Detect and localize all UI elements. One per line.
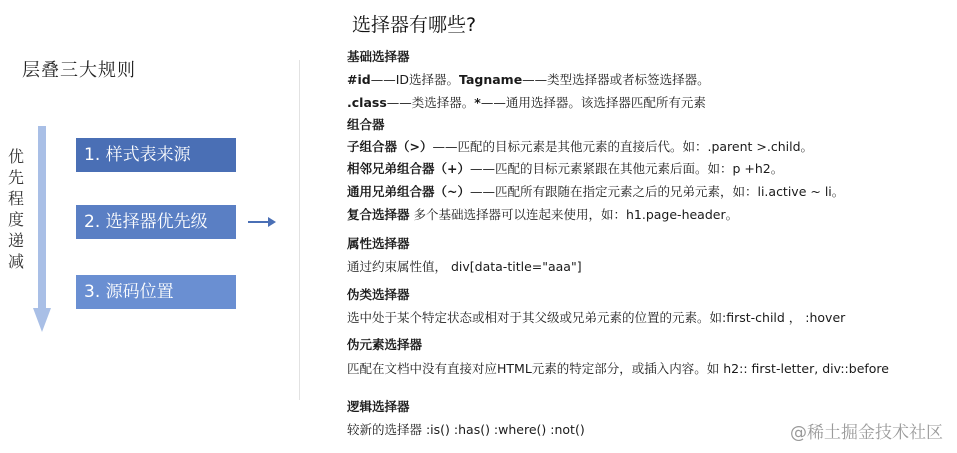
compound-selector-label: 复合选择器: [347, 207, 410, 222]
rule-stylesheet-source: 1. 样式表来源: [76, 138, 236, 172]
child-combinator-desc: ——匹配的目标元素是其他元素的直接后代。如：.parent >.child。: [432, 139, 814, 154]
attribute-selector-heading: 属性选择器: [347, 236, 410, 251]
pseudo-element-desc: 匹配在文档中没有直接对应HTML元素的特定部分，或插入内容。如 h2:: first-letter, div::before: [347, 361, 889, 376]
divider: [299, 60, 300, 400]
class-selector-desc: ——类选择器。: [386, 95, 475, 110]
child-combinator-label: 子组合器（>）: [347, 139, 433, 154]
basic-selectors-heading: 基础选择器: [347, 49, 410, 64]
logical-selector-desc: 较新的选择器 :is() :has() :where() :not(): [347, 422, 585, 437]
compound-selector-line: [347, 205, 738, 223]
compound-selector-desc: 多个基础选择器可以连起来使用，如：h1.page-header。: [409, 207, 739, 222]
id-selector-desc: ——ID选择器。: [370, 72, 460, 87]
adjacent-combinator-line: [347, 159, 783, 177]
general-combinator-label: 通用兄弟组合器（~）: [347, 184, 470, 199]
pseudo-class-heading: 伪类选择器: [347, 287, 410, 302]
arrow-right-icon: [248, 213, 276, 231]
arrow-down-icon: [33, 126, 51, 334]
child-combinator-line: [347, 137, 813, 155]
left-panel-title: 层叠三大规则: [22, 60, 136, 81]
logical-selector-heading: 逻辑选择器: [347, 399, 410, 414]
priority-decreasing-label: 优先程度递减: [8, 147, 25, 271]
adjacent-combinator-label: 相邻兄弟组合器（+）: [347, 161, 470, 176]
pseudo-element-heading: 伪元素选择器: [347, 337, 423, 352]
general-combinator-line: [347, 182, 844, 200]
id-selector-label: #id: [347, 72, 371, 87]
universal-selector-label: *: [474, 95, 481, 110]
basic-selectors-line-2: [347, 93, 706, 111]
pseudo-class-desc: 选中处于某个特定状态或相对于其父级或兄弟元素的位置的元素。如:first-child ， :hover: [347, 310, 846, 325]
watermark: @稀土掘金技术社区: [790, 423, 943, 443]
general-combinator-desc: ——匹配所有跟随在指定元素之后的兄弟元素，如：li.active ~ li。: [469, 184, 845, 199]
rule-selector-specificity: 2. 选择器优先级: [76, 205, 236, 239]
page-title: 选择器有哪些?: [352, 14, 477, 36]
adjacent-combinator-desc: ——匹配的目标元素紧跟在其他元素后面。如：p +h2。: [469, 161, 784, 176]
universal-selector-desc: ——通用选择器。该选择器匹配所有元素: [480, 95, 706, 110]
rule-source-order: 3. 源码位置: [76, 275, 236, 309]
class-selector-label: .class: [347, 95, 387, 110]
tag-selector-desc: ——类型选择器或者标签选择器。: [522, 72, 710, 87]
basic-selectors-line-1: [347, 70, 710, 88]
attribute-selector-desc: 通过约束属性值， div[data-title="aaa"]: [347, 259, 582, 274]
tag-selector-label: Tagname: [459, 72, 523, 87]
combinator-heading: 组合器: [347, 117, 385, 132]
